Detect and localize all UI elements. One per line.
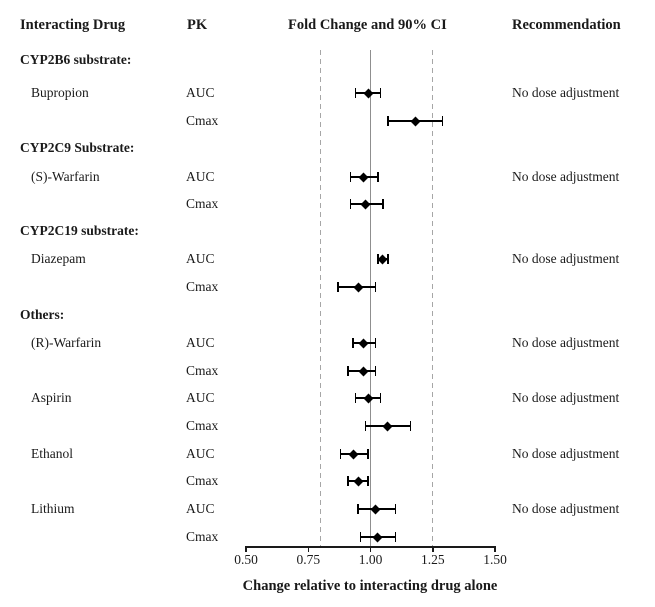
drug-label: (R)-Warfarin [31,335,102,350]
recommendation-label: No dose adjustment [512,169,620,184]
drug-label: Bupropion [31,85,89,100]
ci-cap-left [337,282,339,292]
ci-cap-left [350,172,352,182]
ref-line-solid [370,50,371,546]
ref-line-dashed [432,50,433,546]
ci-cap-left [360,532,362,542]
pk-label: AUC [186,390,215,405]
ci-cap-right [395,504,397,514]
group-label: CYP2C19 substrate: [20,223,139,238]
pk-label: AUC [186,335,215,350]
x-axis-tick-label: 1.00 [358,552,383,567]
x-axis-tick-label: 0.75 [296,552,321,567]
pk-label: Cmax [186,529,219,544]
column-header-interacting-drug: Interacting Drug [20,17,126,33]
drug-label: Diazepam [31,251,86,266]
ci-cap-right [375,338,377,348]
x-axis-tick-label: 1.50 [483,552,507,567]
drug-label: Aspirin [31,390,72,405]
x-axis-title: Change relative to interacting drug alone [242,578,498,594]
recommendation-label: No dose adjustment [512,85,620,100]
ci-cap-right [382,199,384,209]
point-estimate-marker [358,172,368,182]
group-label: CYP2B6 substrate: [20,52,132,67]
ci-cap-left [387,116,389,126]
ci-cap-left [365,421,367,431]
ci-cap-left [347,366,349,376]
ci-cap-right [410,421,412,431]
drug-label: Lithium [31,501,75,516]
ci-cap-right [377,172,379,182]
point-estimate-marker [353,476,363,486]
ci-cap-right [367,449,369,459]
point-estimate-marker [371,504,381,514]
pk-label: AUC [186,501,215,516]
pk-label: Cmax [186,363,219,378]
group-label: Others: [20,307,65,322]
point-estimate-marker [358,366,368,376]
point-estimate-marker [363,88,373,98]
point-estimate-marker [410,116,420,126]
ci-cap-right [380,88,382,98]
recommendation-label: No dose adjustment [512,446,620,461]
recommendation-label: No dose adjustment [512,335,620,350]
recommendation-label: No dose adjustment [512,390,620,405]
drug-label: Ethanol [31,446,73,461]
x-axis-tick-label: 1.25 [420,552,445,567]
pk-label: AUC [186,169,215,184]
pk-label: AUC [186,251,215,266]
recommendation-label: No dose adjustment [512,501,620,516]
ci-cap-left [350,199,352,209]
ci-cap-right [375,282,377,292]
point-estimate-marker [361,199,371,209]
pk-label: AUC [186,85,215,100]
ci-cap-right [380,393,382,403]
ref-line-dashed [320,50,321,546]
ci-cap-left [357,504,359,514]
ci-cap-right [375,366,377,376]
pk-label: Cmax [186,279,219,294]
pk-label: Cmax [186,113,219,128]
point-estimate-marker [348,449,358,459]
pk-label: Cmax [186,196,219,211]
drug-label: (S)-Warfarin [31,169,100,184]
x-axis-tick-label: 0.50 [234,552,258,567]
ci-cap-right [367,476,369,486]
ci-cap-left [347,476,349,486]
ci-cap-left [352,338,354,348]
group-label: CYP2C9 Substrate: [20,140,135,155]
point-estimate-marker [363,393,373,403]
recommendation-label: No dose adjustment [512,251,620,266]
pk-label: Cmax [186,418,219,433]
column-header-fold-change: Fold Change and 90% CI [288,17,447,33]
point-estimate-marker [383,421,393,431]
point-estimate-marker [353,282,363,292]
ci-cap-left [355,88,357,98]
ci-cap-left [355,393,357,403]
ci-cap-left [340,449,342,459]
point-estimate-marker [373,532,383,542]
column-header-pk: PK [187,17,208,33]
point-estimate-marker [358,338,368,348]
ci-cap-right [442,116,444,126]
pk-label: Cmax [186,473,219,488]
ci-cap-right [395,532,397,542]
pk-label: AUC [186,446,215,461]
column-header-recommendation: Recommendation [512,17,621,33]
